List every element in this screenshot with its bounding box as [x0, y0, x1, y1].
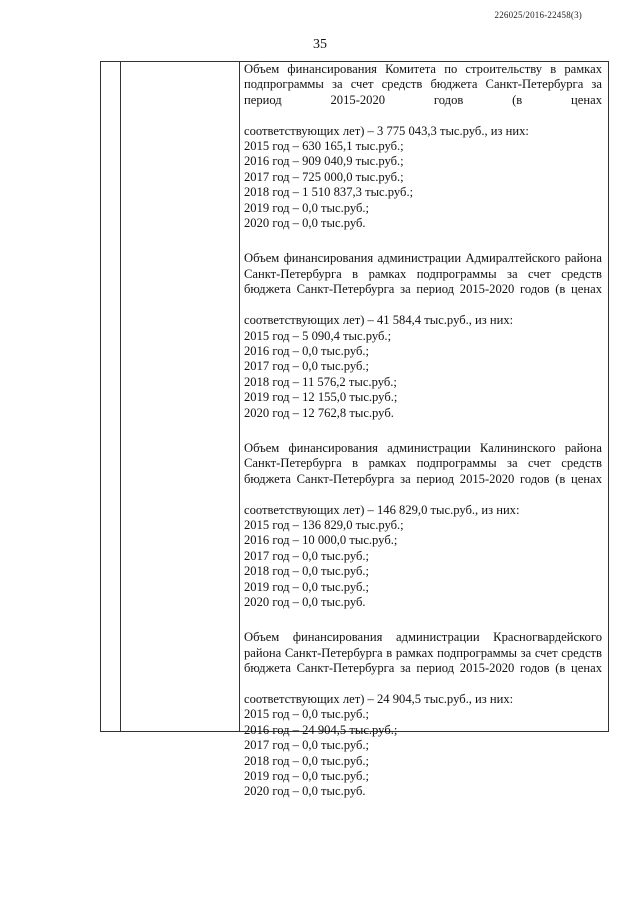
year-line: 2016 год – 24 904,5 тыс.руб.; [244, 722, 398, 737]
year-line: 2017 год – 725 000,0 тыс.руб.; [244, 169, 404, 184]
page-number: 35 [313, 37, 327, 52]
year-line: 2018 год – 11 576,2 тыс.руб.; [244, 374, 397, 389]
section-intro: Объем финансирования администрации Адмиралтейского района Санкт-Петербурга в рамках подпрограммы за счет средств бюджета Санкт-Петербурга за период 2015-2020 годов (в ценах [244, 251, 602, 297]
year-line: 2019 год – 0,0 тыс.руб.; [244, 769, 370, 784]
year-line: 2017 год – 0,0 тыс.руб.; [244, 738, 370, 753]
year-line: 2020 год – 0,0 тыс.руб. [244, 784, 366, 799]
funding-section-construction-committee [244, 62, 602, 231]
funding-table [100, 61, 609, 799]
year-line: 2017 год – 0,0 тыс.руб.; [244, 359, 370, 374]
year-line: 2018 год – 1 510 837,3 тыс.руб.; [244, 185, 414, 200]
year-line: 2016 год – 909 040,9 тыс.руб.; [244, 154, 404, 169]
year-line: 2015 год – 5 090,4 тыс.руб.; [244, 328, 392, 343]
funding-text-cell [244, 62, 602, 800]
year-line: 2017 год – 0,0 тыс.руб.; [244, 548, 370, 563]
year-line: 2020 год – 12 762,8 тыс.руб. [244, 405, 394, 420]
year-line: 2019 год – 0,0 тыс.руб.; [244, 579, 370, 594]
table-column-divider [120, 62, 121, 731]
funding-section-admiralteysky [244, 251, 602, 420]
year-line: 2015 год – 630 165,1 тыс.руб.; [244, 139, 404, 154]
section-intro: Объем финансирования администрации Калининского района Санкт-Петербурга в рамках подпрограммы за счет средств бюджета Санкт-Петербурга за период 2015-2020 годов (в ценах [244, 440, 602, 486]
section-intro-total: соответствующих лет) – 24 904,5 тыс.руб., из них: [244, 692, 514, 707]
year-line: 2016 год – 0,0 тыс.руб.; [244, 343, 370, 358]
year-line: 2018 год – 0,0 тыс.руб.; [244, 564, 370, 579]
year-line: 2019 год – 0,0 тыс.руб.; [244, 200, 370, 215]
year-line: 2015 год – 136 829,0 тыс.руб.; [244, 517, 404, 532]
document-code: 226025/2016-22458(3) [494, 10, 582, 20]
year-line: 2020 год – 0,0 тыс.руб. [244, 595, 366, 609]
year-line: 2020 год – 0,0 тыс.руб. [244, 216, 366, 231]
section-intro-total: соответствующих лет) – 146 829,0 тыс.руб., из них: [244, 502, 520, 517]
year-line: 2019 год – 12 155,0 тыс.руб.; [244, 390, 398, 405]
section-intro-total: соответствующих лет) – 41 584,4 тыс.руб., из них: [244, 313, 514, 328]
section-intro: Объем финансирования Комитета по строительству в рамках подпрограммы за счет средств бюджета Санкт-Петербурга за период 2015-2020 годов (в ценах [244, 62, 602, 107]
year-line: 2015 год – 0,0 тыс.руб.; [244, 707, 370, 722]
section-intro: Объем финансирования администрации Красногвардейского района Санкт-Петербурга в рамках подпрограммы за счет средств бюджета Санкт-Петербурга за период 2015-2020 годов (в ценах [244, 630, 602, 676]
year-line: 2018 год – 0,0 тыс.руб.; [244, 753, 370, 768]
table-column-divider [239, 62, 240, 731]
section-intro-total: соответствующих лет) – 3 775 043,3 тыс.руб., из них: [244, 123, 529, 138]
year-line: 2016 год – 10 000,0 тыс.руб.; [244, 533, 398, 548]
funding-section-krasnogvardeysky [244, 630, 602, 799]
funding-section-kalininsky [244, 441, 602, 610]
